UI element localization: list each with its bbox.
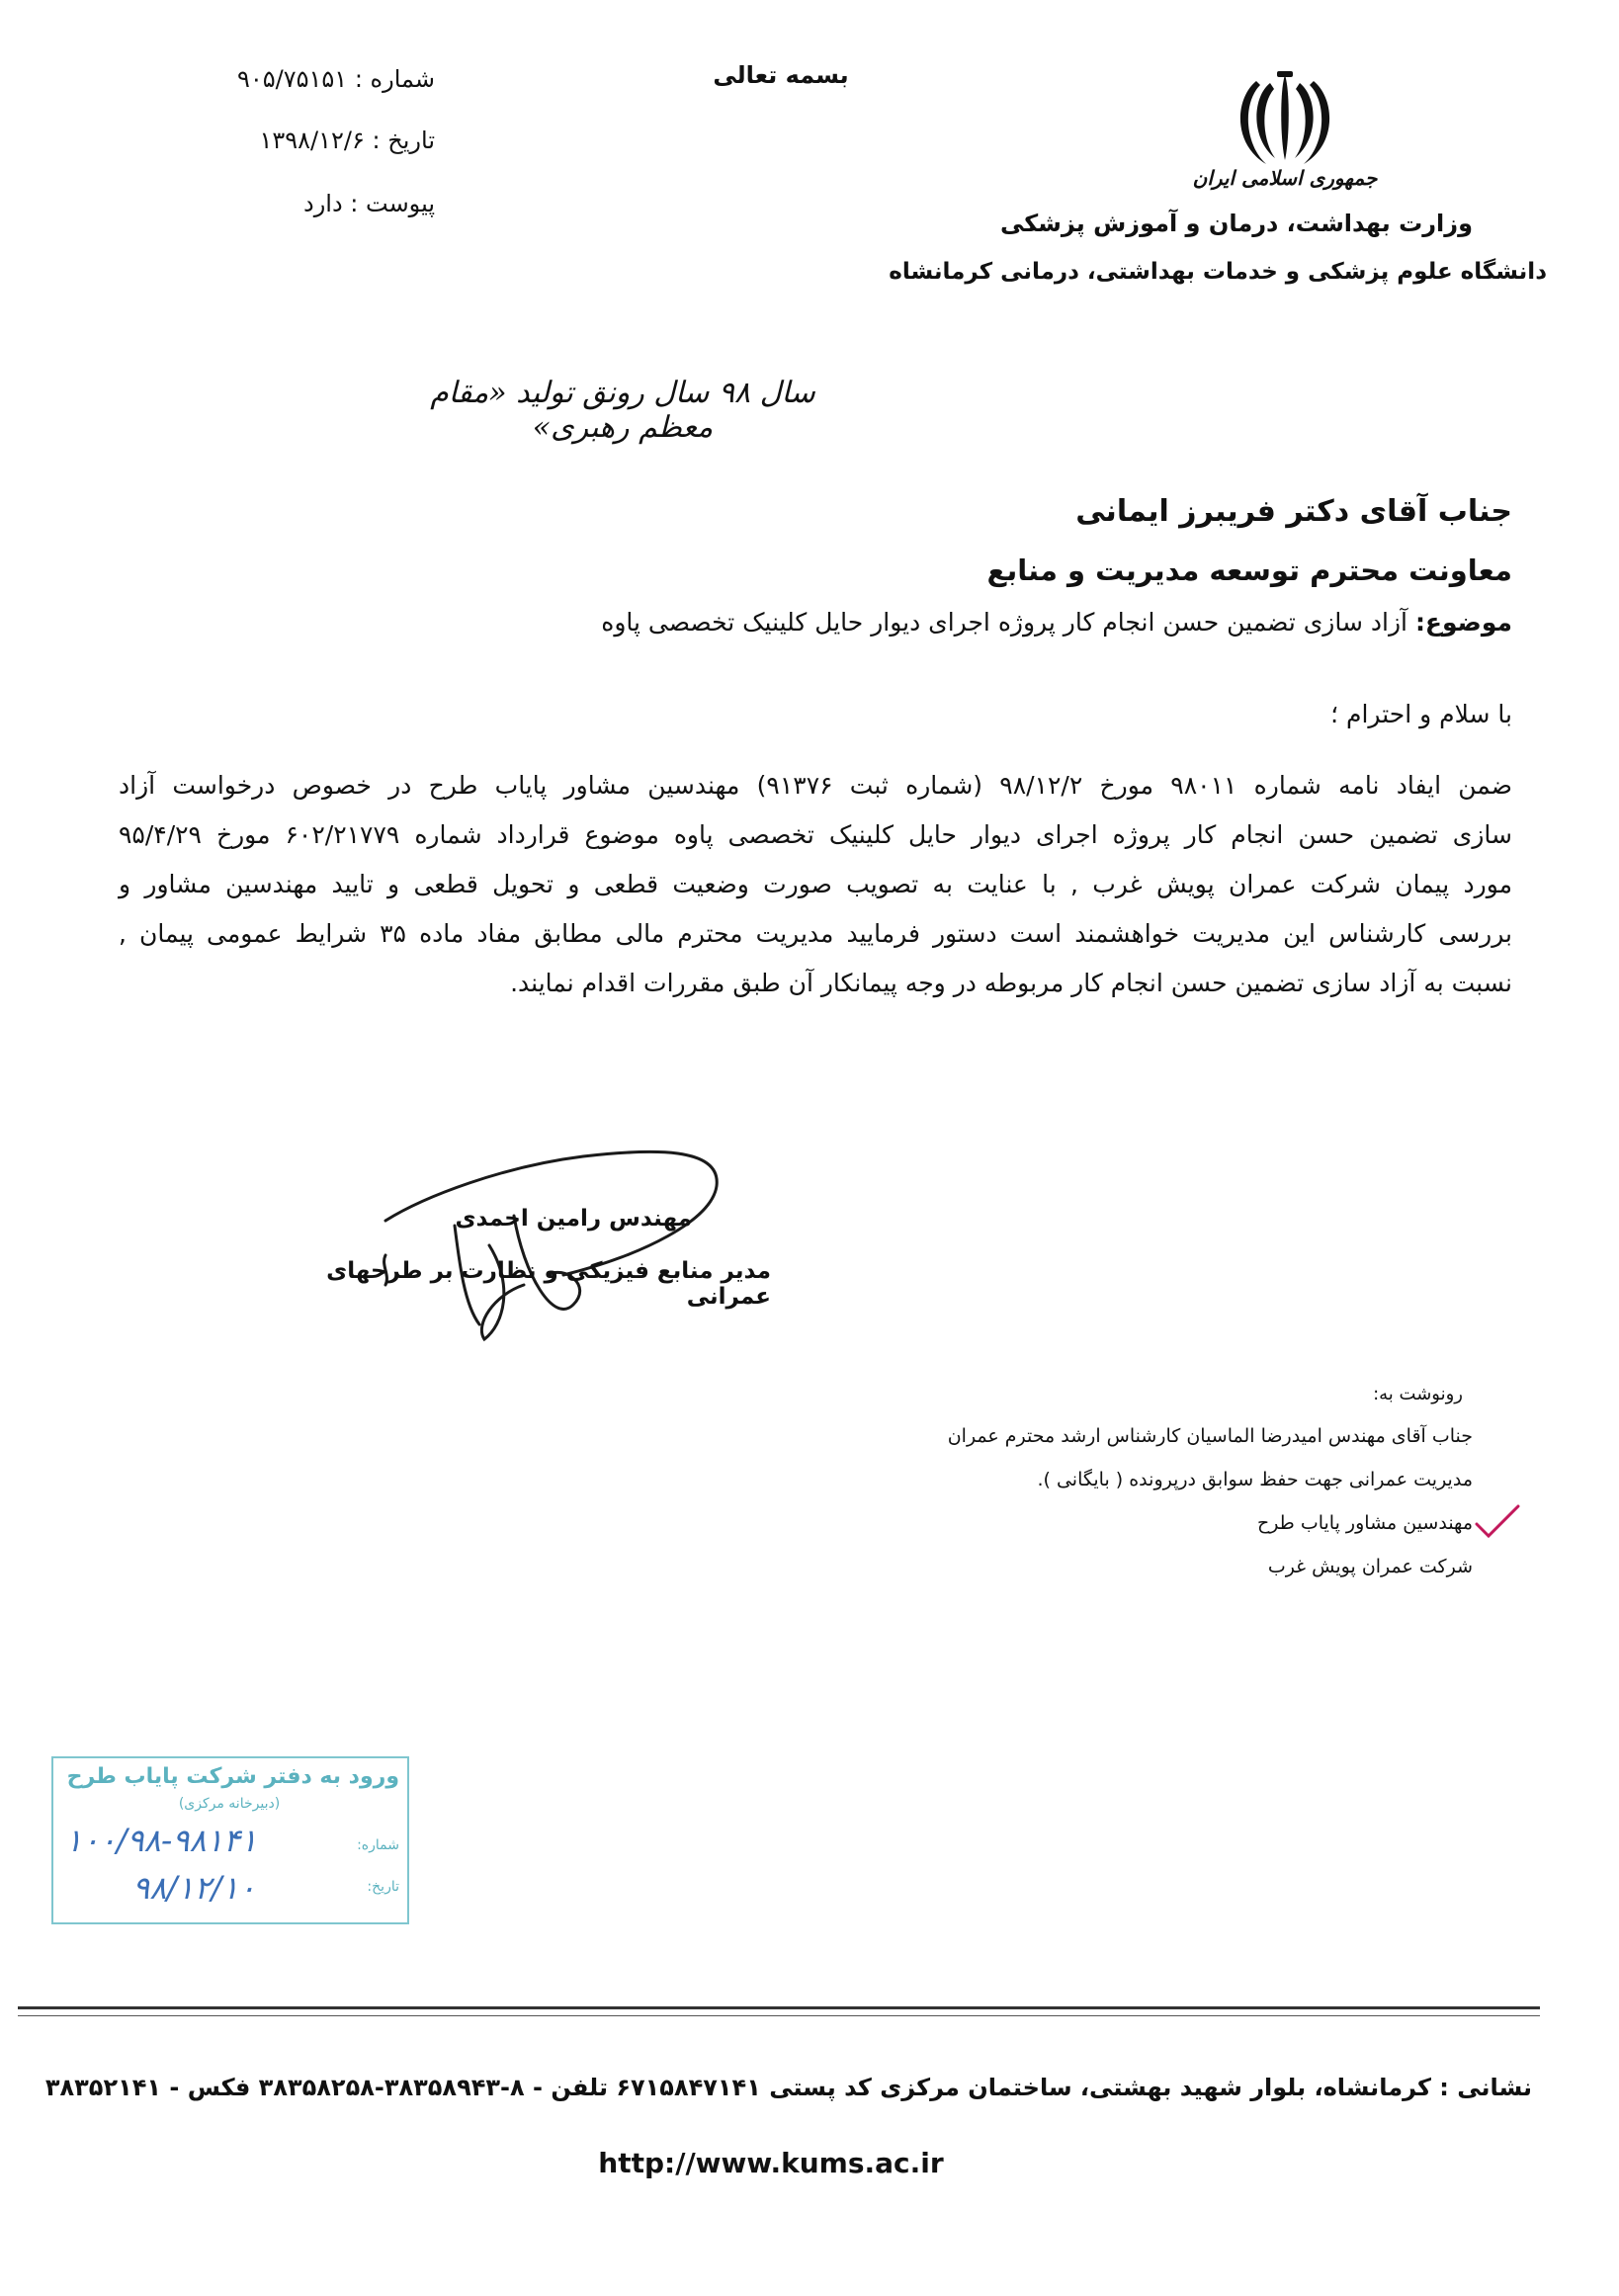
letter-date: [168, 127, 435, 154]
letter-attachment-value: دارد: [303, 190, 343, 217]
handwritten-signature: [366, 1127, 741, 1354]
footer-url: http://www.kums.ac.ir: [598, 2147, 944, 2179]
emblem-caption: جمهوری اسلامی ایران: [1192, 166, 1378, 190]
signatory-name: مهندس رامین احمدی: [455, 1206, 692, 1232]
stamp-subtitle: (دبیرخانه مرکزی): [178, 1796, 281, 1812]
stamp-date-label: تاریخ:: [367, 1879, 399, 1895]
signatory-title: مدیر منابع فیزیکی و نظارت بر طرحهای عمرانی: [326, 1258, 771, 1310]
ministry-name: وزارت بهداشت، درمان و آموزش پزشکی: [1000, 210, 1473, 237]
footer-address: نشانی : کرمانشاه، بلوار شهید بهشتی، ساختمان مرکزی کد پستی ۶۷۱۵۸۴۷۱۴۱ تلفن - ۸-۳۸۳۵۸۹۴۳-۳۸۳۵۸۲۵۸ فکس - ۳۸۳۵۲۱۴۱: [44, 2074, 1532, 2101]
body-line: سازی تضمین حسن انجام کار پروژه اجرای دیوار حایل کلینیک تخصصی پاوه موضوع قرارداد شماره ۶۰۲/۲۱۷۷۹ مورخ ۹۵/۴/۲۹: [119, 820, 1512, 849]
letter-attachment: [168, 190, 435, 217]
bismillah-heading: بسمه تعالی: [713, 61, 849, 89]
cc-item: شرکت عمران پویش غرب: [1267, 1556, 1473, 1577]
letter-body: [119, 761, 1512, 1008]
cc-item: مهندسین مشاور پایاب طرح: [1256, 1512, 1473, 1534]
university-name: دانشگاه علوم پزشکی و خدمات بهداشتی، درمانی کرمانشاه: [889, 259, 1547, 285]
body-line: بررسی کارشناس این مدیریت خواهشمند است دستور فرمایید مدیریت محترم مالی مطابق مفاد ماده ۳۵ شرایط عمومی پیمان ,: [119, 919, 1512, 948]
recipient-name: جناب آقای دکتر فریبرز ایمانی: [1075, 494, 1512, 529]
subject-text: آزاد سازی تضمین حسن انجام کار پروژه اجرای دیوار حایل کلینیک تخصصی پاوه: [601, 608, 1407, 637]
stamp-number-label: شماره:: [357, 1837, 399, 1853]
checkmark-icon: [1473, 1502, 1522, 1542]
stamp-title: ورود به دفتر شرکت پایاب طرح: [66, 1764, 399, 1789]
body-line: ضمن ایفاد نامه شماره ۹۸۰۱۱ مورخ ۹۸/۱۲/۲ (شماره ثبت ۹۱۳۷۶) مهندسین مشاور پایاب طرح در خصوص درخواست آزاد: [119, 771, 1512, 800]
body-line: نسبت به آزاد سازی تضمین حسن انجام کار مربوطه در وجه پیمانکار آن طبق مقررات اقدام نمایند.: [510, 969, 1512, 997]
recipient-title: معاونت محترم توسعه مدیریت و منابع: [986, 553, 1512, 587]
footer-divider: [18, 2006, 1540, 2016]
cc-heading: رونوشت به:: [1373, 1384, 1463, 1404]
cc-item: مدیریت عمرانی جهت حفظ سوابق درپرونده ( بایگانی ).: [1037, 1469, 1473, 1490]
body-line: مورد پیمان شرکت عمران پویش غرب , با عنایت به تصویب صورت وضعیت قطعی و تحویل قطعی و تایید مهندسین مشاور و: [119, 870, 1512, 898]
iran-emblem-icon: [1231, 69, 1339, 168]
stamp-number-value: ۱۰۰/۹۸-۹۸۱۴۱: [65, 1822, 258, 1859]
greeting: با سلام و احترام ؛: [1330, 700, 1512, 728]
stamp-date-value: ۹۸/۱۲/۱۰: [132, 1869, 256, 1907]
letter-number: [168, 65, 435, 93]
subject-line: [425, 608, 1512, 637]
year-motto: سال ۹۸ سال رونق تولید «مقام معظم رهبری»: [430, 376, 815, 445]
subject-label: موضوع:: [1414, 608, 1512, 637]
letter-number-value: ۹۰۵/۷۵۱۵۱: [236, 65, 348, 93]
cc-item: جناب آقای مهندس امیدرضا الماسیان کارشناس ارشد محترم عمران: [947, 1425, 1473, 1447]
receipt-stamp: [51, 1756, 409, 1924]
letter-date-label: تاریخ :: [372, 127, 435, 154]
letter-attachment-label: پیوست :: [350, 190, 435, 217]
letter-date-value: ۱۳۹۸/۱۲/۶: [259, 127, 365, 154]
letter-number-label: شماره :: [354, 65, 435, 93]
